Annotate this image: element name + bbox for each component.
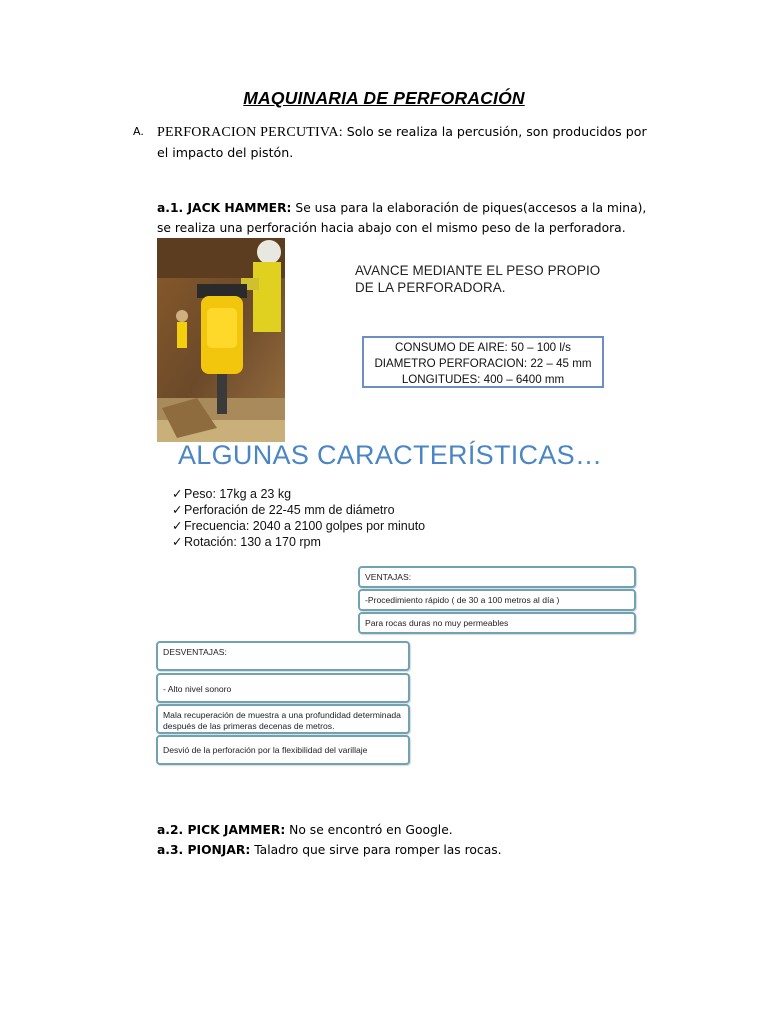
ventajas-item-box: Para rocas duras no muy permeables (358, 612, 636, 634)
check-icon: ✓ (172, 519, 183, 533)
desventajas-item-box: Desvió de la perforación por la flexibilidad del varillaje (156, 735, 410, 765)
avance-caption (355, 262, 635, 296)
section-a-heading: PERFORACION PERCUTIVA: (157, 125, 343, 140)
avance-line-1: AVANCE MEDIANTE EL PESO PROPIO (355, 263, 601, 278)
spec-line: CONSUMO DE AIRE: 50 – 100 l/s (395, 341, 571, 354)
list-item: ✓ Frecuencia: 2040 a 2100 golpes por minuto (172, 519, 426, 533)
a3-paragraph (157, 840, 657, 860)
characteristics-heading: ALGUNAS CARACTERÍSTICAS… (178, 440, 603, 470)
a3-label: a.3. PIONJAR: (157, 843, 251, 857)
jack-hammer-photo (157, 238, 285, 442)
check-icon: ✓ (172, 535, 183, 549)
check-icon: ✓ (172, 503, 183, 517)
a2-label: a.2. PICK JAMMER: (157, 823, 286, 837)
list-item: ✓ Perforación de 22-45 mm de diámetro (172, 503, 395, 517)
a2-text: No se encontró en Google. (285, 823, 453, 837)
list-item: ✓ Peso: 17kg a 23 kg (172, 487, 292, 501)
check-icon: ✓ (172, 487, 183, 501)
desventajas-item-box: - Alto nivel sonoro (156, 673, 410, 703)
a1-paragraph (157, 198, 657, 238)
list-item: ✓ Rotación: 130 a 170 rpm (172, 535, 321, 549)
a1-label: a.1. JACK HAMMER: (157, 201, 292, 215)
a3-text: Taladro que sirve para romper las rocas. (250, 843, 502, 857)
a2-paragraph (157, 820, 657, 840)
spec-line: DIAMETRO PERFORACION: 22 – 45 mm (374, 357, 592, 370)
desventajas-item-box: Mala recuperación de muestra a una profundidad determinada después de las primeras decenas de metros. (156, 704, 410, 734)
desventajas-header-box: DESVENTAJAS: (156, 641, 410, 671)
section-a-marker: A. (133, 125, 144, 138)
characteristics-list (172, 486, 425, 550)
section-a-text: Solo se realiza la percusión, son producidos por el impacto del pistón. (157, 124, 647, 160)
ventajas-item-box: -Procedimiento rápido ( de 30 a 100 metros al día ) (358, 589, 636, 611)
specs-box (362, 336, 604, 388)
a1-text: Se usa para la elaboración de piques(accesos a la mina), se realiza una perforación hacia abajo con el mismo peso de la perforadora. (157, 201, 647, 235)
page-title: MAQUINARIA DE PERFORACIÓN (243, 88, 525, 108)
spec-line: LONGITUDES: 400 – 6400 mm (401, 373, 565, 386)
avance-line-2: DE LA PERFORADORA. (355, 280, 506, 295)
section-a (133, 122, 653, 163)
ventajas-header-box: VENTAJAS: (358, 566, 636, 588)
